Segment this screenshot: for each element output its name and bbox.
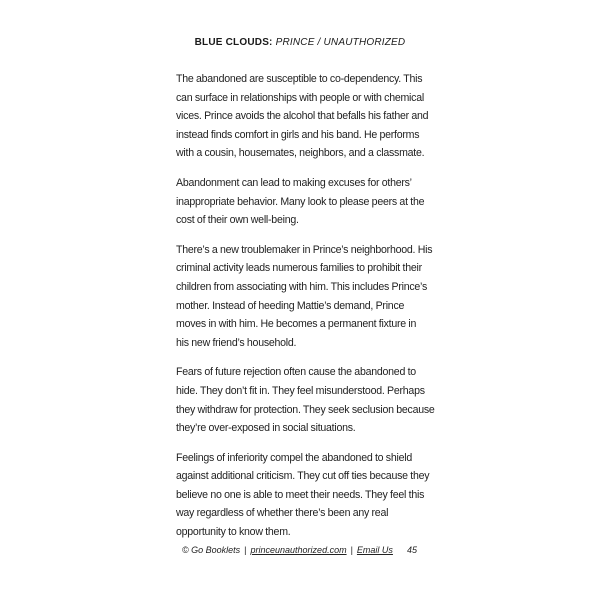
text-line: inappropriate behavior. Many look to please peers at the [176, 195, 425, 208]
text-line: mother. Instead of heeding Mattie’s demand, Prince [176, 299, 405, 312]
copyright-text: © Go Booklets [182, 545, 241, 555]
header-subtitle: PRINCE / UNAUTHORIZED [275, 37, 406, 48]
paragraph [176, 241, 433, 353]
text-line: his new friend’s household. [176, 336, 297, 349]
text-line: criminal activity leads numerous families to prohibit their [176, 262, 422, 275]
paragraph [176, 363, 435, 437]
text-line: way regardless of whether there’s been any real [176, 507, 389, 520]
text-line: vices. Prince avoids the alcohol that befalls his father and [176, 110, 429, 123]
text-line: opportunity to know them. [176, 526, 291, 539]
running-header [0, 37, 600, 48]
text-line: children from associating with him. This includes Prince’s [176, 280, 428, 293]
website-link[interactable]: princeunauthorized.com [250, 545, 347, 555]
text-line: believe no one is able to meet their needs. They feel this [176, 488, 425, 501]
header-title: BLUE CLOUDS: [194, 37, 273, 48]
text-line: instead finds comfort in girls and his band. He performs [176, 128, 420, 141]
email-link[interactable]: Email Us [356, 545, 393, 555]
text-line: with a cousin, housemates, neighbors, and a classmate. [176, 147, 425, 160]
paragraph [176, 449, 430, 542]
page-number: 45 [407, 545, 418, 555]
text-line: There’s a new troublemaker in Prince’s neighborhood. His [176, 243, 433, 256]
paragraph [176, 174, 426, 230]
text-line: against additional criticism. They cut off ties because they [176, 470, 430, 483]
footer-separator: | [244, 545, 247, 555]
text-line: they’re over-exposed in social situations. [176, 422, 356, 435]
text-line: Feelings of inferiority compel the abandoned to shield [176, 451, 412, 464]
text-line: they withdraw for protection. They seek seclusion because [176, 403, 435, 416]
text-line: hide. They don’t fit in. They feel misunderstood. Perhaps [176, 384, 425, 397]
text-line: cost of their own well-being. [176, 214, 299, 227]
paragraph [176, 70, 429, 163]
page-footer [182, 545, 422, 555]
text-line: moves in with him. He becomes a permanent fixture in [176, 318, 417, 331]
footer-separator: | [350, 545, 353, 555]
body-text [176, 70, 435, 553]
text-line: Fears of future rejection often cause the abandoned to [176, 366, 416, 379]
text-line: can surface in relationships with people or with chemical [176, 91, 424, 104]
text-line: Abandonment can lead to making excuses for others’ [176, 176, 412, 189]
text-line: The abandoned are susceptible to co-dependency. This [176, 73, 423, 85]
